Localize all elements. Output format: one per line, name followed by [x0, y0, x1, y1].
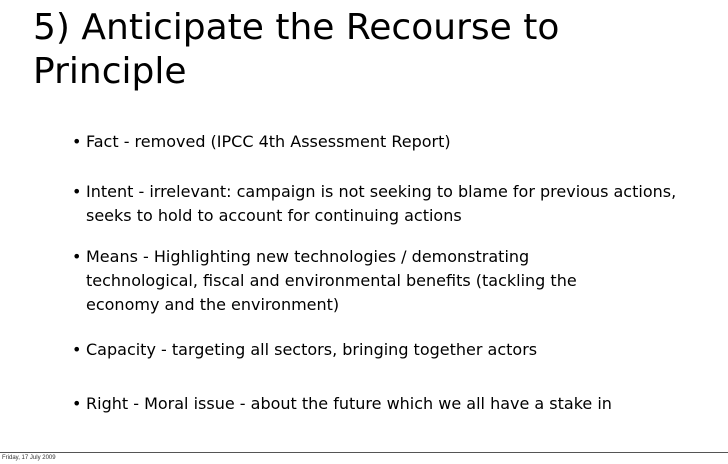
- bullet-item-right: [72, 392, 728, 416]
- bullet-text: Fact - removed (IPCC 4th Assessment Report): [86, 132, 451, 151]
- footer-date: Friday, 17 July 2009: [2, 455, 56, 461]
- bullet-item-means: [72, 245, 646, 317]
- bullet-icon: •: [72, 247, 82, 266]
- slide-title-line-1: 5) Anticipate the Recourse to: [33, 7, 560, 48]
- bullet-item-fact: [72, 130, 726, 154]
- bullet-item-capacity: [72, 338, 726, 362]
- bullet-text: Capacity - targeting all sectors, bringing together actors: [86, 340, 538, 359]
- bullet-text: Means - Highlighting new technologies / demonstrating technological, fiscal and environmental benefits (tackling the economy and the environment): [86, 247, 577, 314]
- bullet-icon: •: [72, 340, 82, 359]
- bullet-text: Right - Moral issue - about the future which we all have a stake in: [86, 394, 612, 413]
- footer-divider: [0, 452, 728, 453]
- bullet-text: Intent - irrelevant: campaign is not seeking to blame for previous actions, seeks to hold to account for continuing actions: [86, 182, 677, 225]
- slide-title-line-2: Principle: [33, 51, 187, 92]
- bullet-item-intent: [72, 180, 686, 228]
- bullet-icon: •: [72, 394, 82, 413]
- slide-title: [33, 6, 713, 94]
- bullet-icon: •: [72, 182, 82, 201]
- bullet-icon: •: [72, 132, 82, 151]
